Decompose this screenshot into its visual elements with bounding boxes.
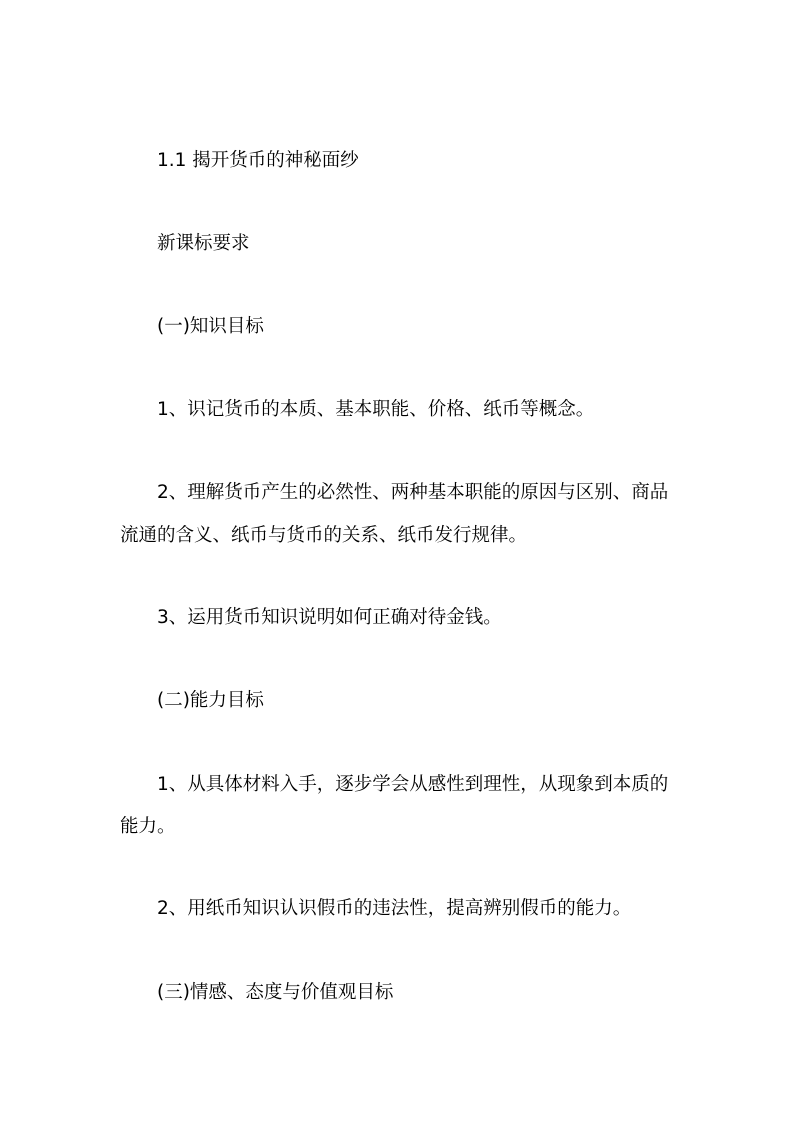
document-title: 1.1 揭开货币的神秘面纱 xyxy=(157,150,359,171)
knowledge-item-2-line-1: 2、理解货币产生的必然性、两种基本职能的原因与区别、商品 xyxy=(157,482,669,503)
knowledge-item-3: 3、运用货币知识说明如何正确对待金钱。 xyxy=(157,607,502,628)
ability-item-2: 2、用纸币知识认识假币的违法性，提高辨别假币的能力。 xyxy=(157,898,632,919)
knowledge-item-1: 1、识记货币的本质、基本职能、价格、纸币等概念。 xyxy=(157,399,595,420)
knowledge-heading: (一)知识目标 xyxy=(157,316,264,337)
section-heading: 新课标要求 xyxy=(157,233,250,254)
ability-item-1-line-2: 能力。 xyxy=(120,816,176,837)
emotion-heading: (三)情感、态度与价值观目标 xyxy=(157,982,394,1003)
knowledge-item-2-line-2: 流通的含义、纸币与货币的关系、纸币发行规律。 xyxy=(120,525,528,546)
ability-heading: (二)能力目标 xyxy=(157,690,264,711)
ability-item-1-line-1: 1、从具体材料入手，逐步学会从感性到理性，从现象到本质的 xyxy=(157,774,669,795)
